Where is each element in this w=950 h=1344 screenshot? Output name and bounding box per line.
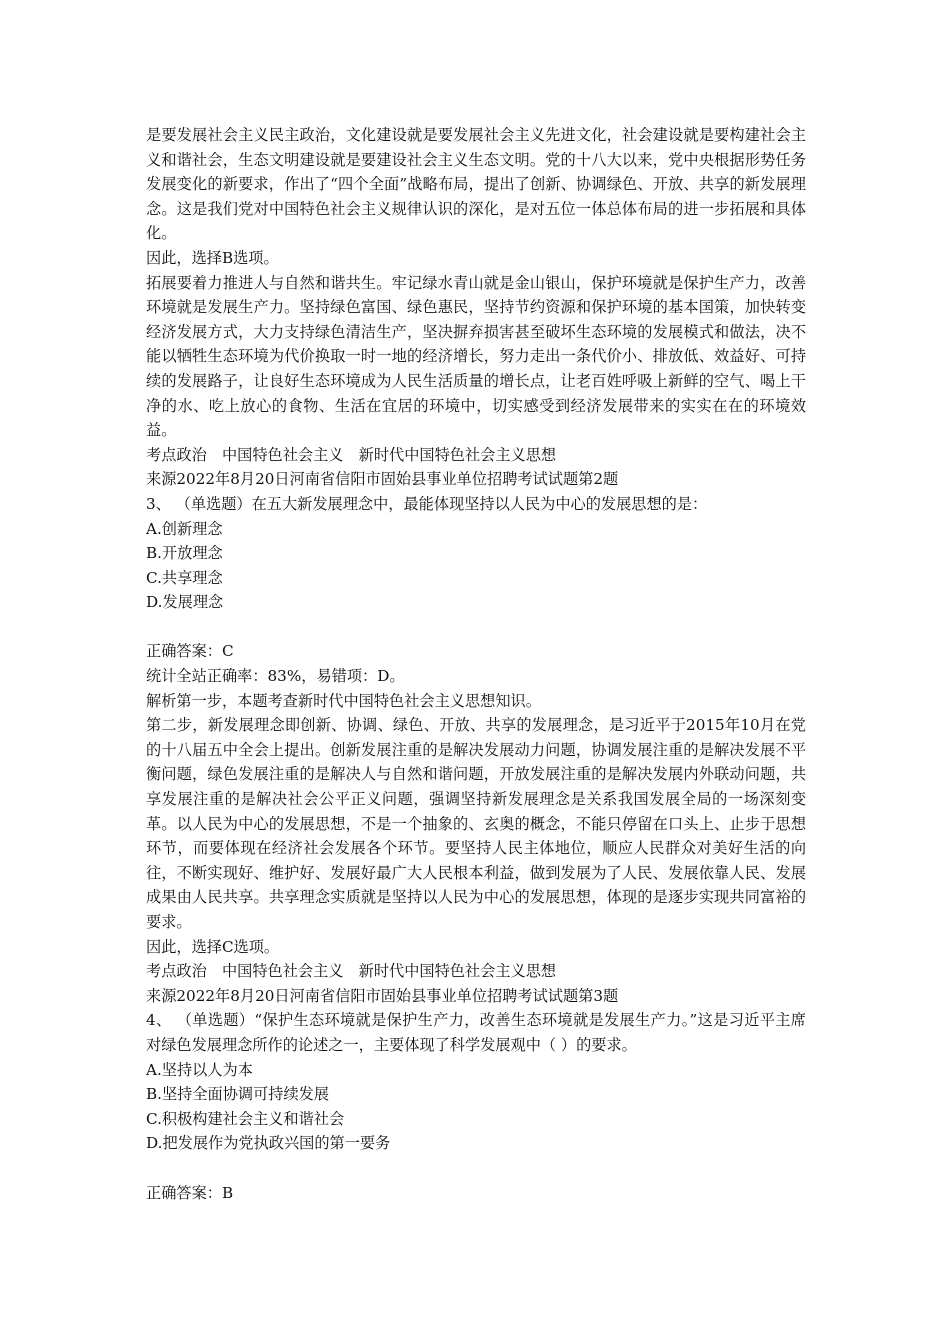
question-3-answer: 正确答案：C	[146, 642, 234, 661]
question-3-conclusion: 因此，选择C选项。	[146, 937, 280, 956]
question-4-answer: 正确答案：B	[146, 1183, 234, 1202]
paragraph-green-development: 拓展要着力推进人与自然和谐共生。牢记绿水青山就是金山银山，保护环境就是保护生产力，改善环境就是发展生产力。坚持绿色富国、绿色惠民，坚持节约资源和保护环境的基本国策，加快转变经济发展方式，大力支持绿色清洁生产，坚决摒弃损害甚至破坏生态环境的发展模式和做法，决不能以牺牲生态环境为代价换取一时一地的经济增长，努力走出一条代价小、排放低、效益好、可持续的发展路子，让良好生态环境成为人民生活质量的增长点，让老百姓呼吸上新鲜的空气、喝上干净的水、吃上放心的食物、生活在宜居的环境中，切实感受到经济发展带来的实实在在的环境效益。	[146, 273, 806, 440]
source-q2: 来源2022年8月20日河南省信阳市固始县事业单位招聘考试试题第2题	[146, 470, 619, 489]
spacer	[146, 615, 806, 640]
question-3-option-a: A.创新理念	[146, 519, 223, 538]
question-3-option-b: B.开放理念	[146, 544, 223, 563]
question-4-stem: 4、 （单选题）“保护生态环境就是保护生产力，改善生态环境就是发展生产力。”这是习近平主席对绿色发展理念所作的论述之一，主要体现了科学发展观中（ ）的要求。	[146, 1011, 806, 1054]
question-3-analysis-step2: 第二步，新发展理念即创新、协调、绿色、开放、共享的发展理念，是习近平于2015年10月在党的十八届五中全会上提出。创新发展注重的是解决发展动力问题，协调发展注重的是解决发展不平衡问题，绿色发展注重的是解决人与自然和谐问题，开放发展注重的是解决发展内外联动问题，共享发展注重的是解决社会公平正义问题，强调坚持新发展理念是关系我国发展全局的一场深刻变革。以人民为中心的发展思想，不是一个抽象的、玄奥的概念，不能只停留在口头上、止步于思想环节，而要体现在经济社会发展各个环节。要坚持人民主体地位，顺应人民群众对美好生活的向往，不断实现好、维护好、发展好最广大人民根本利益，做到发展为了人民、发展依靠人民、发展成果由人民共享。共享理念实质就是坚持以人民为中心的发展思想，体现的是逐步实现共同富裕的要求。	[146, 716, 806, 931]
spacer	[146, 1156, 806, 1181]
topic-q2: 考点政治 中国特色社会主义 新时代中国特色社会主义思想	[146, 445, 557, 464]
question-3-source: 来源2022年8月20日河南省信阳市固始县事业单位招聘考试试题第3题	[146, 986, 619, 1005]
question-4-option-a: A.坚持以人为本	[146, 1060, 253, 1079]
document-page	[146, 123, 806, 1205]
question-3-stem: 3、 （单选题）在五大新发展理念中，最能体现坚持以人民为中心的发展思想的是：	[146, 494, 708, 513]
question-3-analysis-step1: 解析第一步，本题考查新时代中国特色社会主义思想知识。	[146, 691, 541, 710]
paragraph-intro: 是要发展社会主义民主政治，文化建设就是要发展社会主义先进文化，社会建设就是要构建社会主义和谐社会，生态文明建设就是要建设社会主义生态文明。党的十八大以来，党中央根据形势任务发展变化的新要求，作出了“四个全面”战略布局，提出了创新、协调绿色、开放、共享的新发展理念。这是我们党对中国特色社会主义规律认识的深化，是对五位一体总体布局的进一步拓展和具体化。	[146, 126, 806, 243]
question-4-option-d: D.把发展作为党执政兴国的第一要务	[146, 1134, 391, 1153]
question-4-option-c: C.积极构建社会主义和谐社会	[146, 1109, 345, 1128]
conclusion-q2: 因此，选择B选项。	[146, 248, 279, 267]
question-3-topic: 考点政治 中国特色社会主义 新时代中国特色社会主义思想	[146, 962, 557, 981]
question-3-stats: 统计全站正确率：83%，易错项：D。	[146, 667, 405, 686]
question-4-option-b: B.坚持全面协调可持续发展	[146, 1085, 330, 1104]
question-3-option-d: D.发展理念	[146, 593, 224, 612]
question-3-option-c: C.共享理念	[146, 568, 223, 587]
